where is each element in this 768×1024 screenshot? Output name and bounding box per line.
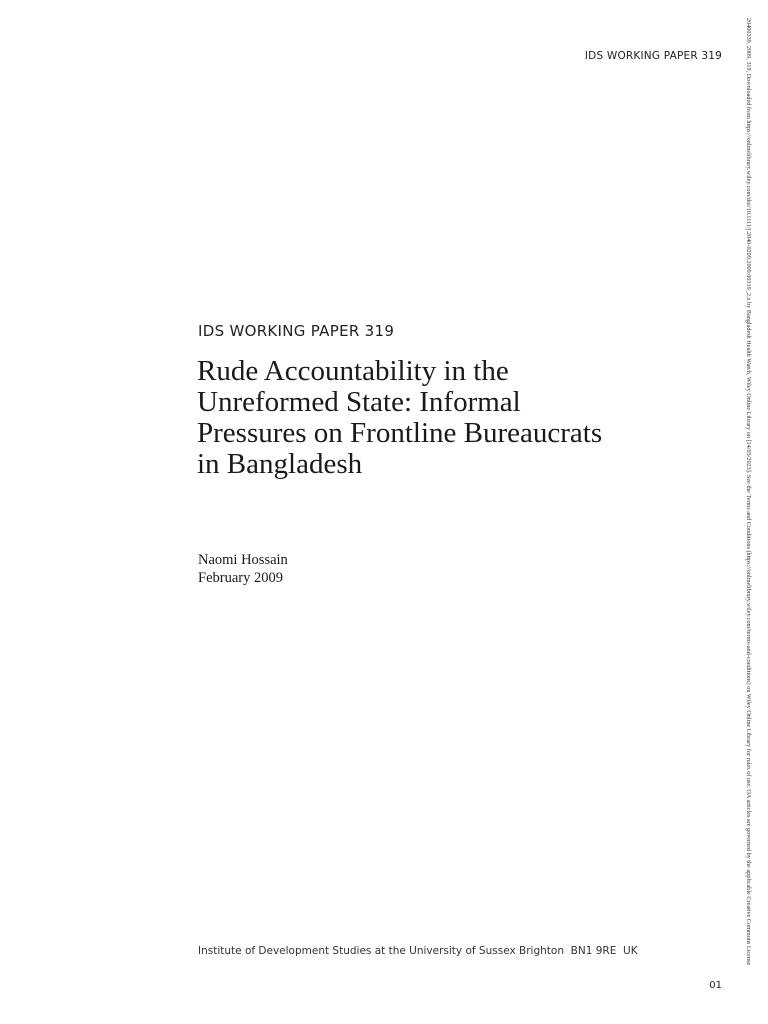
paper-title: Rude Accountability in the Unreformed State: Informal Pressures on Frontline Bureaucrats in Bangladesh bbox=[197, 355, 603, 480]
download-notice: 20400339, 2009, 319, Downloaded from https://onlinelibrary.wiley.com/doi/10.1111/j.2040-0209.2009.00319_2.x by Bangladesh Health Watch, Wiley Online Library on [14/03/2023]. See the Terms and Conditions (https://onlinelibrary.wiley.com/terms-and-conditions) on Wiley Online Library for rules of use; OA articles are governed by the applicable Creative Commons License bbox=[745, 18, 752, 966]
series-label: IDS WORKING PAPER 319 bbox=[198, 322, 395, 340]
publication-date: February 2009 bbox=[198, 570, 283, 586]
header-series-label: IDS WORKING PAPER 319 bbox=[584, 50, 722, 62]
institute-address: Institute of Development Studies at the University of Sussex Brighton BN1 9RE UK bbox=[198, 945, 638, 957]
author-name: Naomi Hossain bbox=[198, 552, 288, 568]
page-number: 01 bbox=[709, 980, 722, 991]
